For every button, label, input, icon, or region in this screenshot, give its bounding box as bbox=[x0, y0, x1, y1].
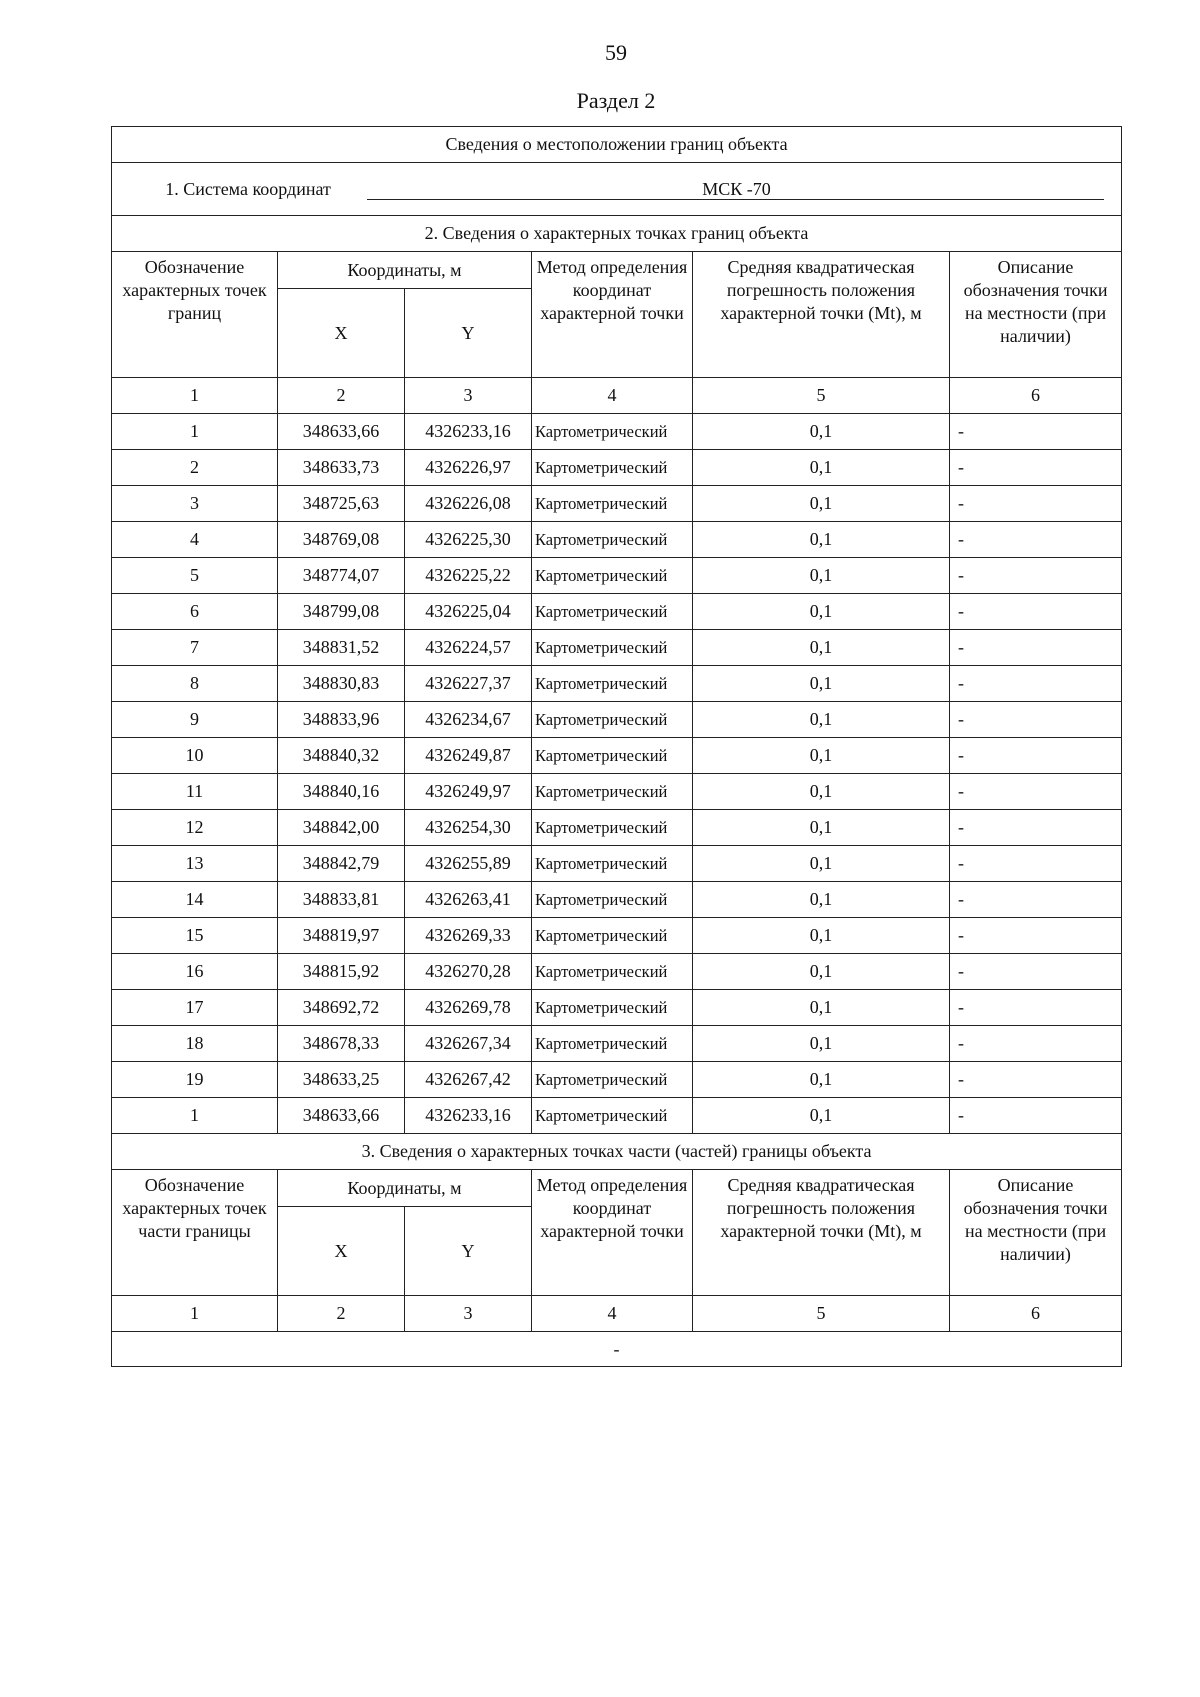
coord-y: 4326226,97 bbox=[405, 450, 532, 486]
table-row bbox=[112, 954, 1122, 990]
mean-error: 0,1 bbox=[693, 702, 950, 738]
table-row bbox=[112, 450, 1122, 486]
point-number: 3 bbox=[112, 486, 278, 522]
method: Картометрический bbox=[532, 882, 693, 918]
section3-header-row bbox=[112, 1170, 1122, 1207]
coord-y: 4326225,04 bbox=[405, 594, 532, 630]
method: Картометрический bbox=[532, 450, 693, 486]
coord-y: 4326269,33 bbox=[405, 918, 532, 954]
method: Картометрический bbox=[532, 558, 693, 594]
table-row bbox=[112, 1062, 1122, 1098]
coord-y: 4326227,37 bbox=[405, 666, 532, 702]
header-x: X bbox=[278, 1207, 405, 1296]
description: - bbox=[950, 558, 1122, 594]
point-number: 1 bbox=[112, 1098, 278, 1134]
section3-title-row bbox=[112, 1134, 1122, 1170]
mean-error: 0,1 bbox=[693, 882, 950, 918]
point-number: 6 bbox=[112, 594, 278, 630]
header-coords: Координаты, м bbox=[278, 1170, 532, 1207]
table-row bbox=[112, 594, 1122, 630]
coord-y: 4326254,30 bbox=[405, 810, 532, 846]
point-number: 16 bbox=[112, 954, 278, 990]
description: - bbox=[950, 990, 1122, 1026]
point-number: 4 bbox=[112, 522, 278, 558]
description: - bbox=[950, 702, 1122, 738]
method: Картометрический bbox=[532, 594, 693, 630]
table-caption: Сведения о местоположении границ объекта bbox=[112, 127, 1122, 163]
coord-x: 348830,83 bbox=[278, 666, 405, 702]
mean-error: 0,1 bbox=[693, 558, 950, 594]
point-number: 10 bbox=[112, 738, 278, 774]
coord-x: 348774,07 bbox=[278, 558, 405, 594]
method: Картометрический bbox=[532, 810, 693, 846]
point-number: 11 bbox=[112, 774, 278, 810]
header-description: Описание обозначения точки на местности (при наличии) bbox=[950, 1170, 1122, 1296]
table-caption-row bbox=[112, 127, 1122, 163]
coord-y: 4326225,30 bbox=[405, 522, 532, 558]
coord-x: 348833,81 bbox=[278, 882, 405, 918]
coord-system-row bbox=[112, 163, 1122, 216]
column-number: 5 bbox=[693, 378, 950, 414]
table-row bbox=[112, 810, 1122, 846]
table-row bbox=[112, 666, 1122, 702]
coord-x: 348842,00 bbox=[278, 810, 405, 846]
point-number: 14 bbox=[112, 882, 278, 918]
method: Картометрический bbox=[532, 1098, 693, 1134]
method: Картометрический bbox=[532, 954, 693, 990]
header-x: X bbox=[278, 289, 405, 378]
column-number: 4 bbox=[532, 378, 693, 414]
section2-title: 2. Сведения о характерных точках границ объекта bbox=[112, 216, 1122, 252]
method: Картометрический bbox=[532, 702, 693, 738]
coord-x: 348833,96 bbox=[278, 702, 405, 738]
description: - bbox=[950, 774, 1122, 810]
coord-y: 4326270,28 bbox=[405, 954, 532, 990]
table-row bbox=[112, 738, 1122, 774]
table-row bbox=[112, 522, 1122, 558]
header-y: Y bbox=[405, 289, 532, 378]
table-row bbox=[112, 918, 1122, 954]
point-number: 15 bbox=[112, 918, 278, 954]
table-row bbox=[112, 990, 1122, 1026]
table-row bbox=[112, 1098, 1122, 1134]
page-number: 59 bbox=[605, 40, 627, 65]
coord-x: 348815,92 bbox=[278, 954, 405, 990]
mean-error: 0,1 bbox=[693, 630, 950, 666]
coord-x: 348633,66 bbox=[278, 1098, 405, 1134]
coord-system-cell bbox=[112, 163, 1122, 216]
mean-error: 0,1 bbox=[693, 990, 950, 1026]
coord-x: 348633,66 bbox=[278, 414, 405, 450]
description: - bbox=[950, 486, 1122, 522]
description: - bbox=[950, 450, 1122, 486]
mean-error: 0,1 bbox=[693, 918, 950, 954]
mean-error: 0,1 bbox=[693, 666, 950, 702]
coord-y: 4326249,97 bbox=[405, 774, 532, 810]
description: - bbox=[950, 666, 1122, 702]
description: - bbox=[950, 954, 1122, 990]
column-number: 6 bbox=[950, 1296, 1122, 1332]
coord-y: 4326263,41 bbox=[405, 882, 532, 918]
mean-error: 0,1 bbox=[693, 486, 950, 522]
coord-x: 348840,16 bbox=[278, 774, 405, 810]
column-number: 2 bbox=[278, 378, 405, 414]
coord-system-value: МСК -70 bbox=[367, 179, 1104, 200]
point-number: 12 bbox=[112, 810, 278, 846]
description: - bbox=[950, 522, 1122, 558]
point-number: 7 bbox=[112, 630, 278, 666]
method: Картометрический bbox=[532, 414, 693, 450]
mean-error: 0,1 bbox=[693, 738, 950, 774]
coord-y: 4326233,16 bbox=[405, 414, 532, 450]
method: Картометрический bbox=[532, 486, 693, 522]
column-number: 3 bbox=[405, 378, 532, 414]
description: - bbox=[950, 882, 1122, 918]
mean-error: 0,1 bbox=[693, 414, 950, 450]
coord-x: 348769,08 bbox=[278, 522, 405, 558]
column-number: 5 bbox=[693, 1296, 950, 1332]
table-row bbox=[112, 1026, 1122, 1062]
table-row bbox=[112, 630, 1122, 666]
table-row bbox=[112, 414, 1122, 450]
description: - bbox=[950, 630, 1122, 666]
table-row bbox=[112, 882, 1122, 918]
point-number: 18 bbox=[112, 1026, 278, 1062]
point-number: 13 bbox=[112, 846, 278, 882]
description: - bbox=[950, 846, 1122, 882]
section3-title: 3. Сведения о характерных точках части (частей) границы объекта bbox=[112, 1134, 1122, 1170]
coord-y: 4326249,87 bbox=[405, 738, 532, 774]
coord-y: 4326233,16 bbox=[405, 1098, 532, 1134]
coord-x: 348842,79 bbox=[278, 846, 405, 882]
boundary-table bbox=[111, 126, 1122, 1367]
coord-x: 348725,63 bbox=[278, 486, 405, 522]
coord-y: 4326225,22 bbox=[405, 558, 532, 594]
method: Картометрический bbox=[532, 1062, 693, 1098]
mean-error: 0,1 bbox=[693, 594, 950, 630]
method: Картометрический bbox=[532, 774, 693, 810]
coord-x: 348840,32 bbox=[278, 738, 405, 774]
coord-y: 4326255,89 bbox=[405, 846, 532, 882]
section3-empty-row bbox=[112, 1332, 1122, 1367]
table-row bbox=[112, 558, 1122, 594]
section2-title-row bbox=[112, 216, 1122, 252]
coord-system-label: 1. Система координат bbox=[165, 178, 331, 199]
table-row bbox=[112, 846, 1122, 882]
point-number: 9 bbox=[112, 702, 278, 738]
method: Картометрический bbox=[532, 630, 693, 666]
coord-y: 4326267,42 bbox=[405, 1062, 532, 1098]
header-description: Описание обозначения точки на местности (при наличии) bbox=[950, 252, 1122, 378]
point-number: 8 bbox=[112, 666, 278, 702]
header-error: Средняя квадратическая погрешность положения характерной точки (Mt), м bbox=[693, 1170, 950, 1296]
description: - bbox=[950, 918, 1122, 954]
mean-error: 0,1 bbox=[693, 1026, 950, 1062]
table-row bbox=[112, 774, 1122, 810]
header-coords: Координаты, м bbox=[278, 252, 532, 289]
description: - bbox=[950, 1026, 1122, 1062]
description: - bbox=[950, 1098, 1122, 1134]
mean-error: 0,1 bbox=[693, 450, 950, 486]
mean-error: 0,1 bbox=[693, 1062, 950, 1098]
coord-x: 348678,33 bbox=[278, 1026, 405, 1062]
column-number: 3 bbox=[405, 1296, 532, 1332]
section2-header-row bbox=[112, 252, 1122, 289]
column-number: 1 bbox=[112, 1296, 278, 1332]
point-number: 19 bbox=[112, 1062, 278, 1098]
header-point: Обозначение характерных точек части границы bbox=[112, 1170, 278, 1296]
coord-y: 4326224,57 bbox=[405, 630, 532, 666]
method: Картометрический bbox=[532, 1026, 693, 1062]
column-number: 2 bbox=[278, 1296, 405, 1332]
coord-y: 4326234,67 bbox=[405, 702, 532, 738]
point-number: 5 bbox=[112, 558, 278, 594]
mean-error: 0,1 bbox=[693, 810, 950, 846]
coord-x: 348799,08 bbox=[278, 594, 405, 630]
coord-x: 348831,52 bbox=[278, 630, 405, 666]
mean-error: 0,1 bbox=[693, 522, 950, 558]
header-method: Метод определения координат характерной точки bbox=[532, 252, 693, 378]
coord-x: 348633,73 bbox=[278, 450, 405, 486]
method: Картометрический bbox=[532, 738, 693, 774]
method: Картометрический bbox=[532, 666, 693, 702]
mean-error: 0,1 bbox=[693, 954, 950, 990]
description: - bbox=[950, 594, 1122, 630]
point-number: 1 bbox=[112, 414, 278, 450]
coord-x: 348633,25 bbox=[278, 1062, 405, 1098]
coord-y: 4326267,34 bbox=[405, 1026, 532, 1062]
mean-error: 0,1 bbox=[693, 846, 950, 882]
column-number: 6 bbox=[950, 378, 1122, 414]
table-row bbox=[112, 486, 1122, 522]
mean-error: 0,1 bbox=[693, 774, 950, 810]
description: - bbox=[950, 738, 1122, 774]
point-number: 17 bbox=[112, 990, 278, 1026]
column-number: 1 bbox=[112, 378, 278, 414]
method: Картометрический bbox=[532, 522, 693, 558]
header-error: Средняя квадратическая погрешность положения характерной точки (Mt), м bbox=[693, 252, 950, 378]
section3-empty-value: - bbox=[112, 1332, 1122, 1367]
point-number: 2 bbox=[112, 450, 278, 486]
coord-x: 348692,72 bbox=[278, 990, 405, 1026]
description: - bbox=[950, 1062, 1122, 1098]
description: - bbox=[950, 810, 1122, 846]
method: Картометрический bbox=[532, 846, 693, 882]
coord-x: 348819,97 bbox=[278, 918, 405, 954]
coord-y: 4326269,78 bbox=[405, 990, 532, 1026]
header-y: Y bbox=[405, 1207, 532, 1296]
column-number: 4 bbox=[532, 1296, 693, 1332]
section2-column-numbers bbox=[112, 378, 1122, 414]
method: Картометрический bbox=[532, 918, 693, 954]
section3-column-numbers bbox=[112, 1296, 1122, 1332]
mean-error: 0,1 bbox=[693, 1098, 950, 1134]
method: Картометрический bbox=[532, 990, 693, 1026]
section-title: Раздел 2 bbox=[576, 88, 656, 113]
header-method: Метод определения координат характерной точки bbox=[532, 1170, 693, 1296]
table-row bbox=[112, 702, 1122, 738]
description: - bbox=[950, 414, 1122, 450]
coord-y: 4326226,08 bbox=[405, 486, 532, 522]
header-point: Обозначение характерных точек границ bbox=[112, 252, 278, 378]
